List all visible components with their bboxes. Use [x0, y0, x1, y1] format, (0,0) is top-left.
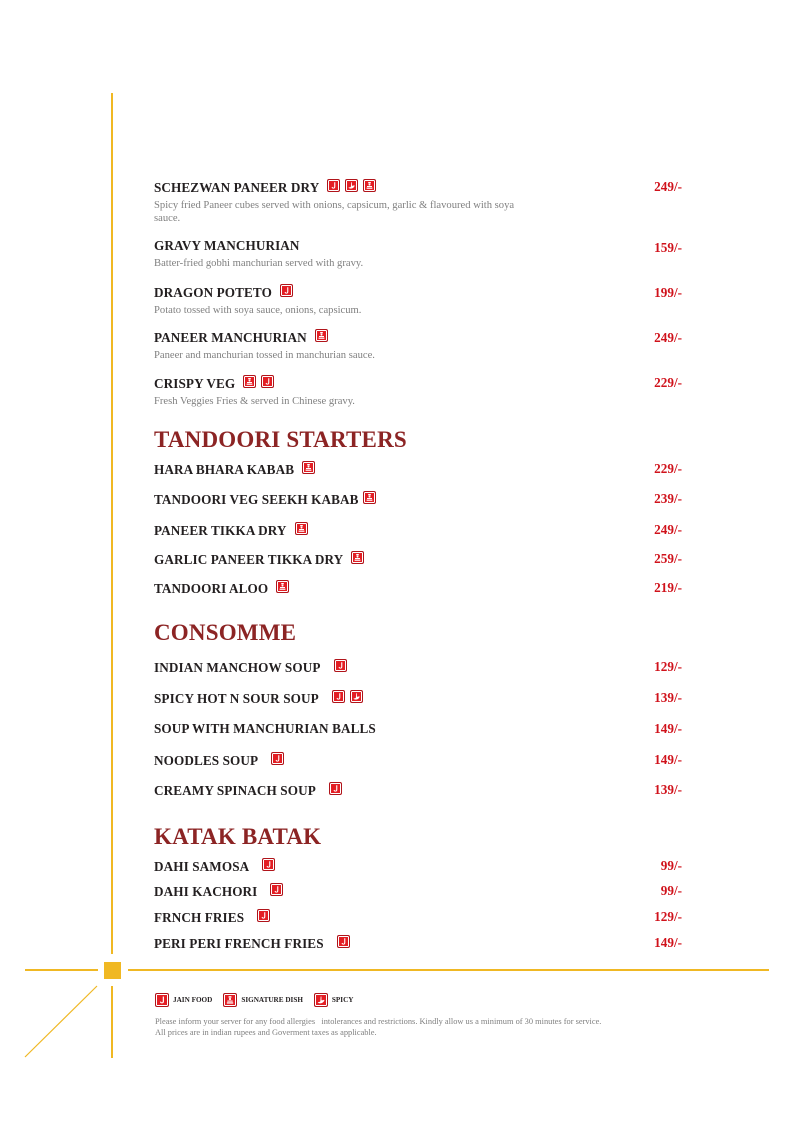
item-name: PERI PERI FRENCH FRIES — [154, 935, 324, 951]
menu-item — [154, 935, 682, 952]
menu-item — [154, 238, 682, 270]
jain-food-icon — [155, 993, 169, 1007]
price-note: All prices are in indian rupees and Goverment taxes as applicable. — [155, 1028, 377, 1037]
jain-food-icon — [262, 858, 275, 871]
item-description: Paneer and manchurian tossed in manchurian sauce. — [154, 350, 375, 361]
signature-dish-icon — [315, 329, 328, 342]
item-price: 259/- — [654, 551, 682, 566]
jain-food-icon — [327, 179, 340, 192]
item-name: GRAVY MANCHURIAN — [154, 238, 300, 253]
item-price: 219/- — [654, 580, 682, 595]
menu-item — [154, 883, 682, 900]
menu-item — [154, 461, 682, 478]
menu-item — [154, 522, 682, 539]
item-description: Fresh Veggies Fries & served in Chinese gravy. — [154, 396, 355, 407]
item-name: NOODLES SOUP — [154, 752, 259, 768]
item-price: 249/- — [654, 179, 682, 194]
item-name: HARA BHARA KABAB — [154, 461, 295, 477]
allergy-note: Please inform your server for any food allergies intolerances and restrictions. Kindly allow us a minimum of 30 minutes for service. — [155, 1017, 602, 1026]
item-name: FRNCH FRIES — [154, 909, 245, 925]
item-name: CREAMY SPINACH SOUP — [154, 782, 316, 798]
spicy-icon — [314, 993, 328, 1007]
item-price: 99/- — [660, 858, 682, 873]
item-name: TANDOORI ALOO — [154, 580, 269, 596]
signature-dish-icon — [295, 522, 308, 535]
menu-item — [154, 690, 682, 707]
item-name: DAHI SAMOSA — [154, 858, 250, 874]
spicy-icon — [345, 179, 358, 192]
menu-item — [154, 284, 682, 317]
menu-item — [154, 721, 682, 737]
item-price: 99/- — [660, 883, 682, 898]
item-name: INDIAN MANCHOW SOUP — [154, 659, 321, 675]
item-description: Spicy fried Paneer cubes served with onions, capsicum, garlic & flavoured with soya sauce. — [154, 200, 515, 224]
jain-food-icon — [261, 375, 274, 388]
menu-item — [154, 782, 682, 799]
section-title-consomme: CONSOMME — [154, 620, 297, 645]
item-price: 129/- — [654, 909, 682, 924]
jain-food-icon — [257, 909, 270, 922]
jain-food-icon — [270, 883, 283, 896]
item-name: SOUP WITH MANCHURIAN BALLS — [154, 721, 376, 736]
menu-item — [154, 491, 682, 508]
menu-item — [154, 580, 682, 597]
item-price: 199/- — [654, 285, 682, 300]
menu-item — [154, 909, 682, 926]
jain-food-icon — [337, 935, 350, 948]
item-price: 229/- — [654, 461, 682, 476]
item-price: 239/- — [654, 491, 682, 506]
item-description: Potato tossed with soya sauce, onions, capsicum. — [154, 305, 362, 316]
item-price: 149/- — [654, 752, 682, 767]
icon-legend — [155, 993, 365, 1007]
menu-item — [154, 659, 682, 676]
item-name: DAHI KACHORI — [154, 883, 258, 899]
item-name: GARLIC PANEER TIKKA DRY — [154, 551, 344, 567]
section-title-katak-batak: KATAK BATAK — [154, 824, 322, 849]
signature-dish-icon — [351, 551, 364, 564]
item-name: PANEER MANCHURIAN — [154, 329, 307, 345]
section-title-tandoori: TANDOORI STARTERS — [154, 427, 407, 452]
item-price: 229/- — [654, 375, 682, 390]
legend-spicy-label: SPICY — [331, 996, 354, 1004]
footer-notes — [155, 1016, 601, 1038]
item-name: DRAGON POTETO — [154, 284, 272, 300]
signature-dish-icon — [363, 179, 376, 192]
item-description: Batter-fried gobhi manchurian served with gravy. — [154, 258, 364, 269]
signature-dish-icon — [302, 461, 315, 474]
menu-item — [154, 329, 682, 362]
jain-food-icon — [329, 782, 342, 795]
item-name: CRISPY VEG — [154, 375, 236, 391]
item-price: 139/- — [654, 690, 682, 705]
menu-item — [154, 551, 682, 568]
jain-food-icon — [271, 752, 284, 765]
item-name: SPICY HOT N SOUR SOUP — [154, 690, 319, 706]
item-price: 149/- — [654, 721, 682, 736]
spicy-icon — [350, 690, 363, 703]
signature-dish-icon — [363, 491, 376, 504]
signature-dish-icon — [223, 993, 237, 1007]
menu-item — [154, 752, 682, 769]
menu-item — [154, 858, 682, 875]
signature-dish-icon — [243, 375, 256, 388]
item-price: 139/- — [654, 782, 682, 797]
item-name: SCHEZWAN PANEER DRY — [154, 179, 320, 195]
item-name: TANDOORI VEG SEEKH KABAB — [154, 491, 359, 507]
item-name: PANEER TIKKA DRY — [154, 522, 287, 538]
item-price: 249/- — [654, 330, 682, 345]
jain-food-icon — [332, 690, 345, 703]
legend-jain-label: JAIN FOOD — [173, 996, 213, 1004]
menu-item — [154, 179, 682, 225]
item-price: 149/- — [654, 935, 682, 950]
item-price: 129/- — [654, 659, 682, 674]
item-price: 249/- — [654, 522, 682, 537]
signature-dish-icon — [276, 580, 289, 593]
jain-food-icon — [334, 659, 347, 672]
legend-signature-label: SIGNATURE DISH — [241, 996, 303, 1004]
jain-food-icon — [280, 284, 293, 297]
menu-item — [154, 375, 682, 408]
item-price: 159/- — [654, 240, 682, 255]
